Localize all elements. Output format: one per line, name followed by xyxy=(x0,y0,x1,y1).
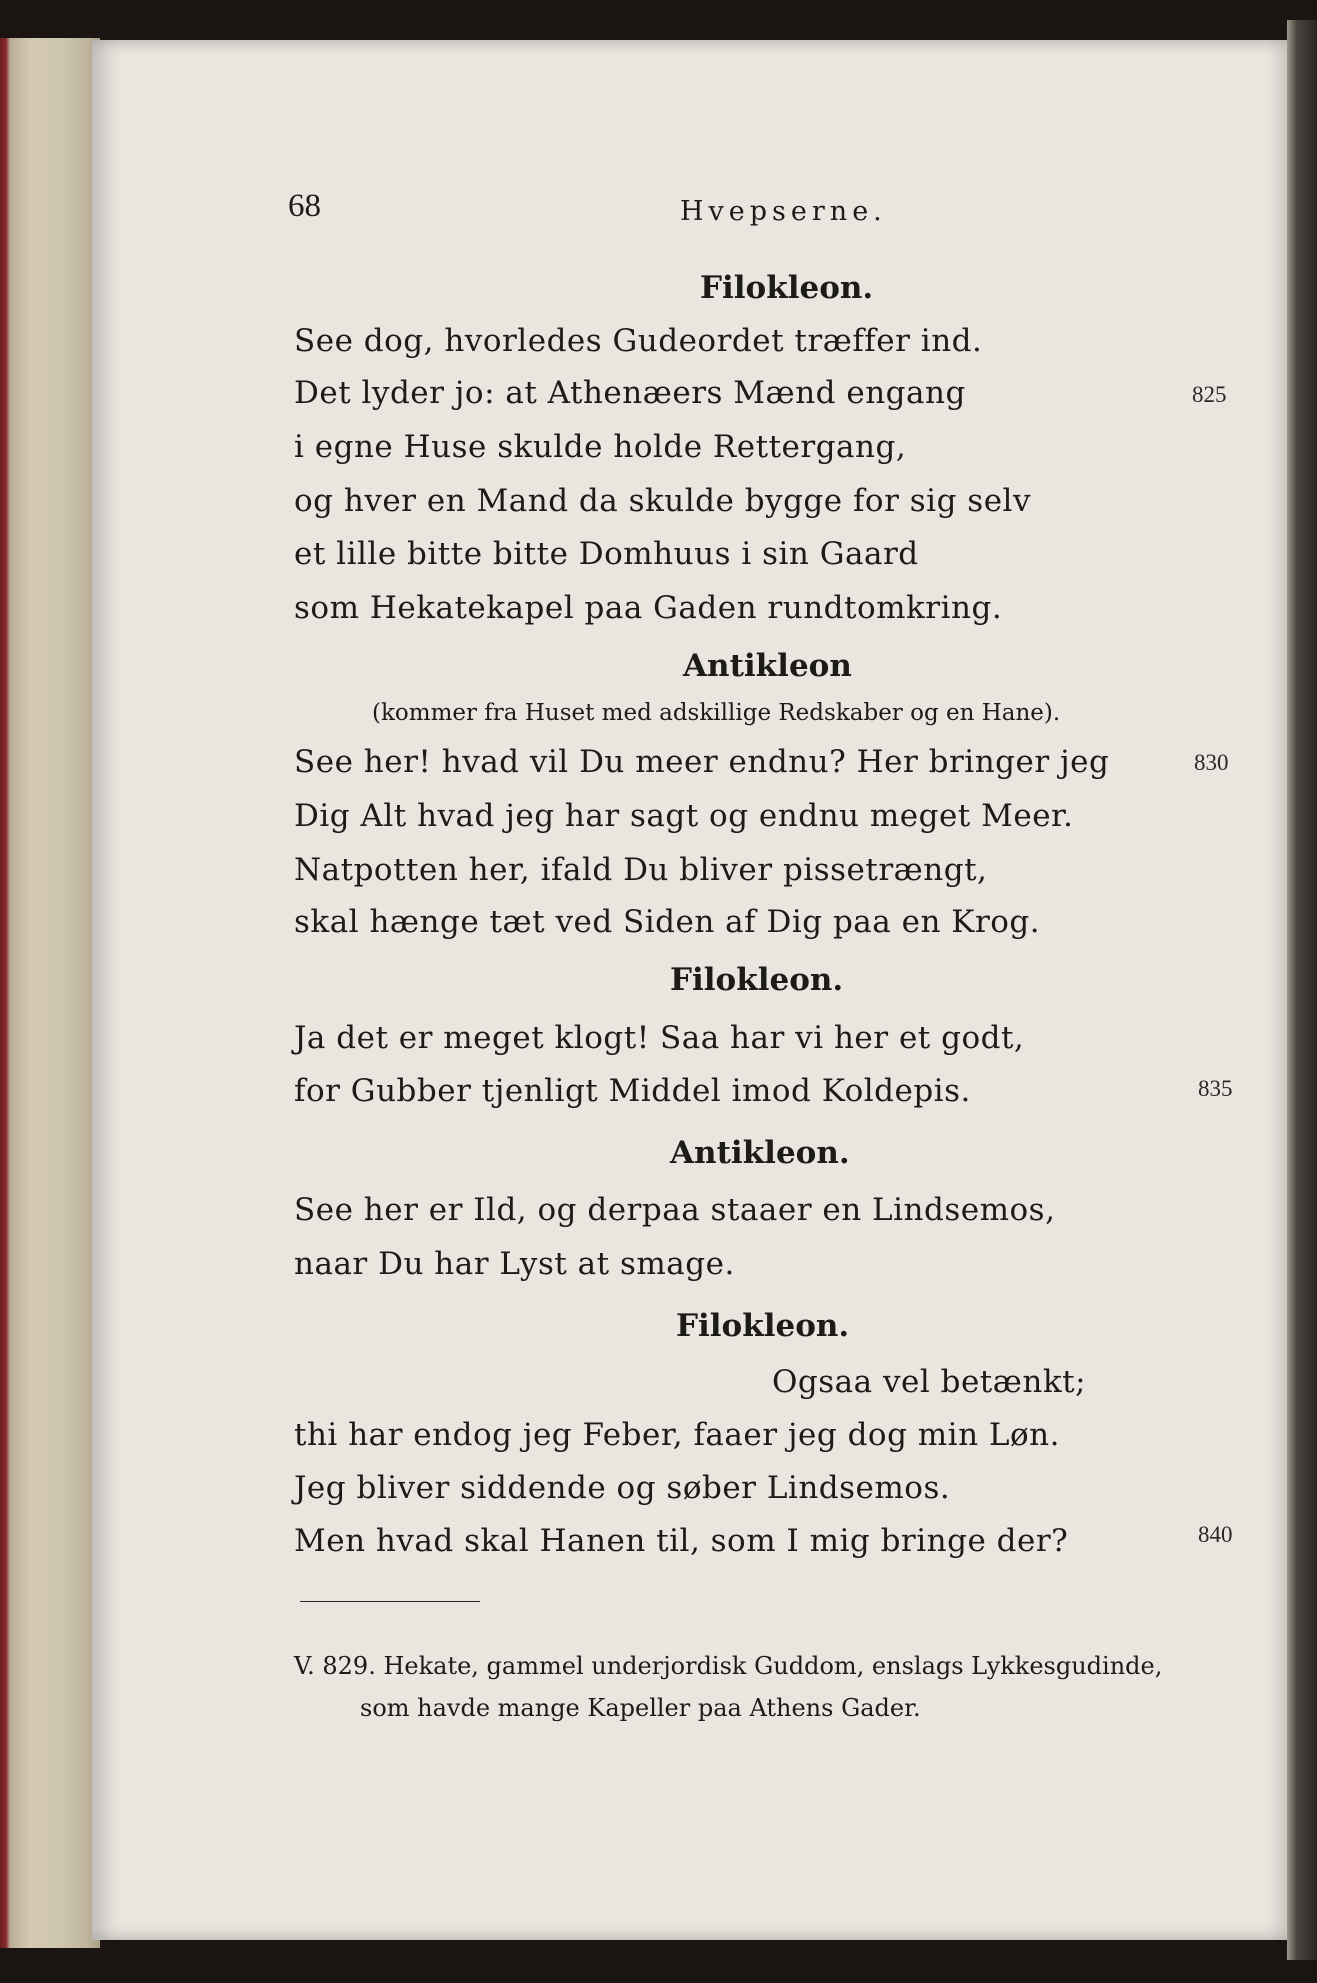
speaker-heading: Filokleon. xyxy=(700,270,874,306)
footnote-rule xyxy=(300,1601,480,1602)
speaker-heading: Antikleon xyxy=(683,648,852,684)
verse-line: Men hvad skal Hanen til, som I mig bringe der? xyxy=(294,1523,1069,1559)
line-number: 830 xyxy=(1194,750,1229,775)
verse-line: thi har endog jeg Feber, faaer jeg dog min Løn. xyxy=(294,1417,1060,1453)
stage-direction: (kommer fra Huset med adskillige Redskaber og en Hane). xyxy=(372,700,1061,726)
verse-line: Ja det er meget klogt! Saa har vi her et godt, xyxy=(294,1020,1025,1056)
book-page-edges-left xyxy=(0,38,100,1948)
verse-line: i egne Huse skulde holde Rettergang, xyxy=(294,429,907,465)
verse-line: som Hekatekapel paa Gaden rundtomkring. xyxy=(294,590,1003,626)
verse-line: See her! hvad vil Du meer endnu? Her bringer jeg xyxy=(294,744,1110,780)
verse-line: See dog, hvorledes Gudeordet træffer ind. xyxy=(294,323,983,359)
verse-line: skal hænge tæt ved Siden af Dig paa en Krog. xyxy=(294,904,1041,940)
verse-line: et lille bitte bitte Domhuus i sin Gaard xyxy=(294,536,919,572)
verse-line: for Gubber tjenligt Middel imod Koldepis. xyxy=(294,1073,971,1109)
verse-line: naar Du har Lyst at smage. xyxy=(294,1246,735,1282)
verse-line: Det lyder jo: at Athenæers Mænd engang xyxy=(294,375,966,411)
running-title: Hvepserne. xyxy=(680,196,887,227)
footnote-line: som havde mange Kapeller paa Athens Gader. xyxy=(360,1694,921,1722)
verse-line: og hver en Mand da skulde bygge for sig selv xyxy=(294,483,1031,519)
line-number: 835 xyxy=(1198,1076,1233,1101)
verse-line: Dig Alt hvad jeg har sagt og endnu meget Meer. xyxy=(294,798,1074,834)
line-number: 825 xyxy=(1192,382,1227,407)
line-number: 840 xyxy=(1198,1522,1233,1547)
speaker-heading: Antikleon. xyxy=(670,1135,850,1171)
verse-line: See her er Ild, og derpaa staaer en Lindsemos, xyxy=(294,1192,1056,1228)
verse-line: Jeg bliver siddende og søber Lindsemos. xyxy=(294,1470,951,1506)
speaker-heading: Filokleon. xyxy=(670,962,844,998)
book-binding-right xyxy=(1287,20,1317,1960)
footnote-line: V. 829. Hekate, gammel underjordisk Guddom, enslags Lykkesgudinde, xyxy=(294,1652,1163,1680)
speaker-heading: Filokleon. xyxy=(676,1308,850,1344)
verse-line: Ogsaa vel betænkt; xyxy=(772,1364,1087,1400)
verse-line: Natpotten her, ifald Du bliver pissetrængt, xyxy=(294,852,988,888)
page-number: 68 xyxy=(288,188,321,224)
